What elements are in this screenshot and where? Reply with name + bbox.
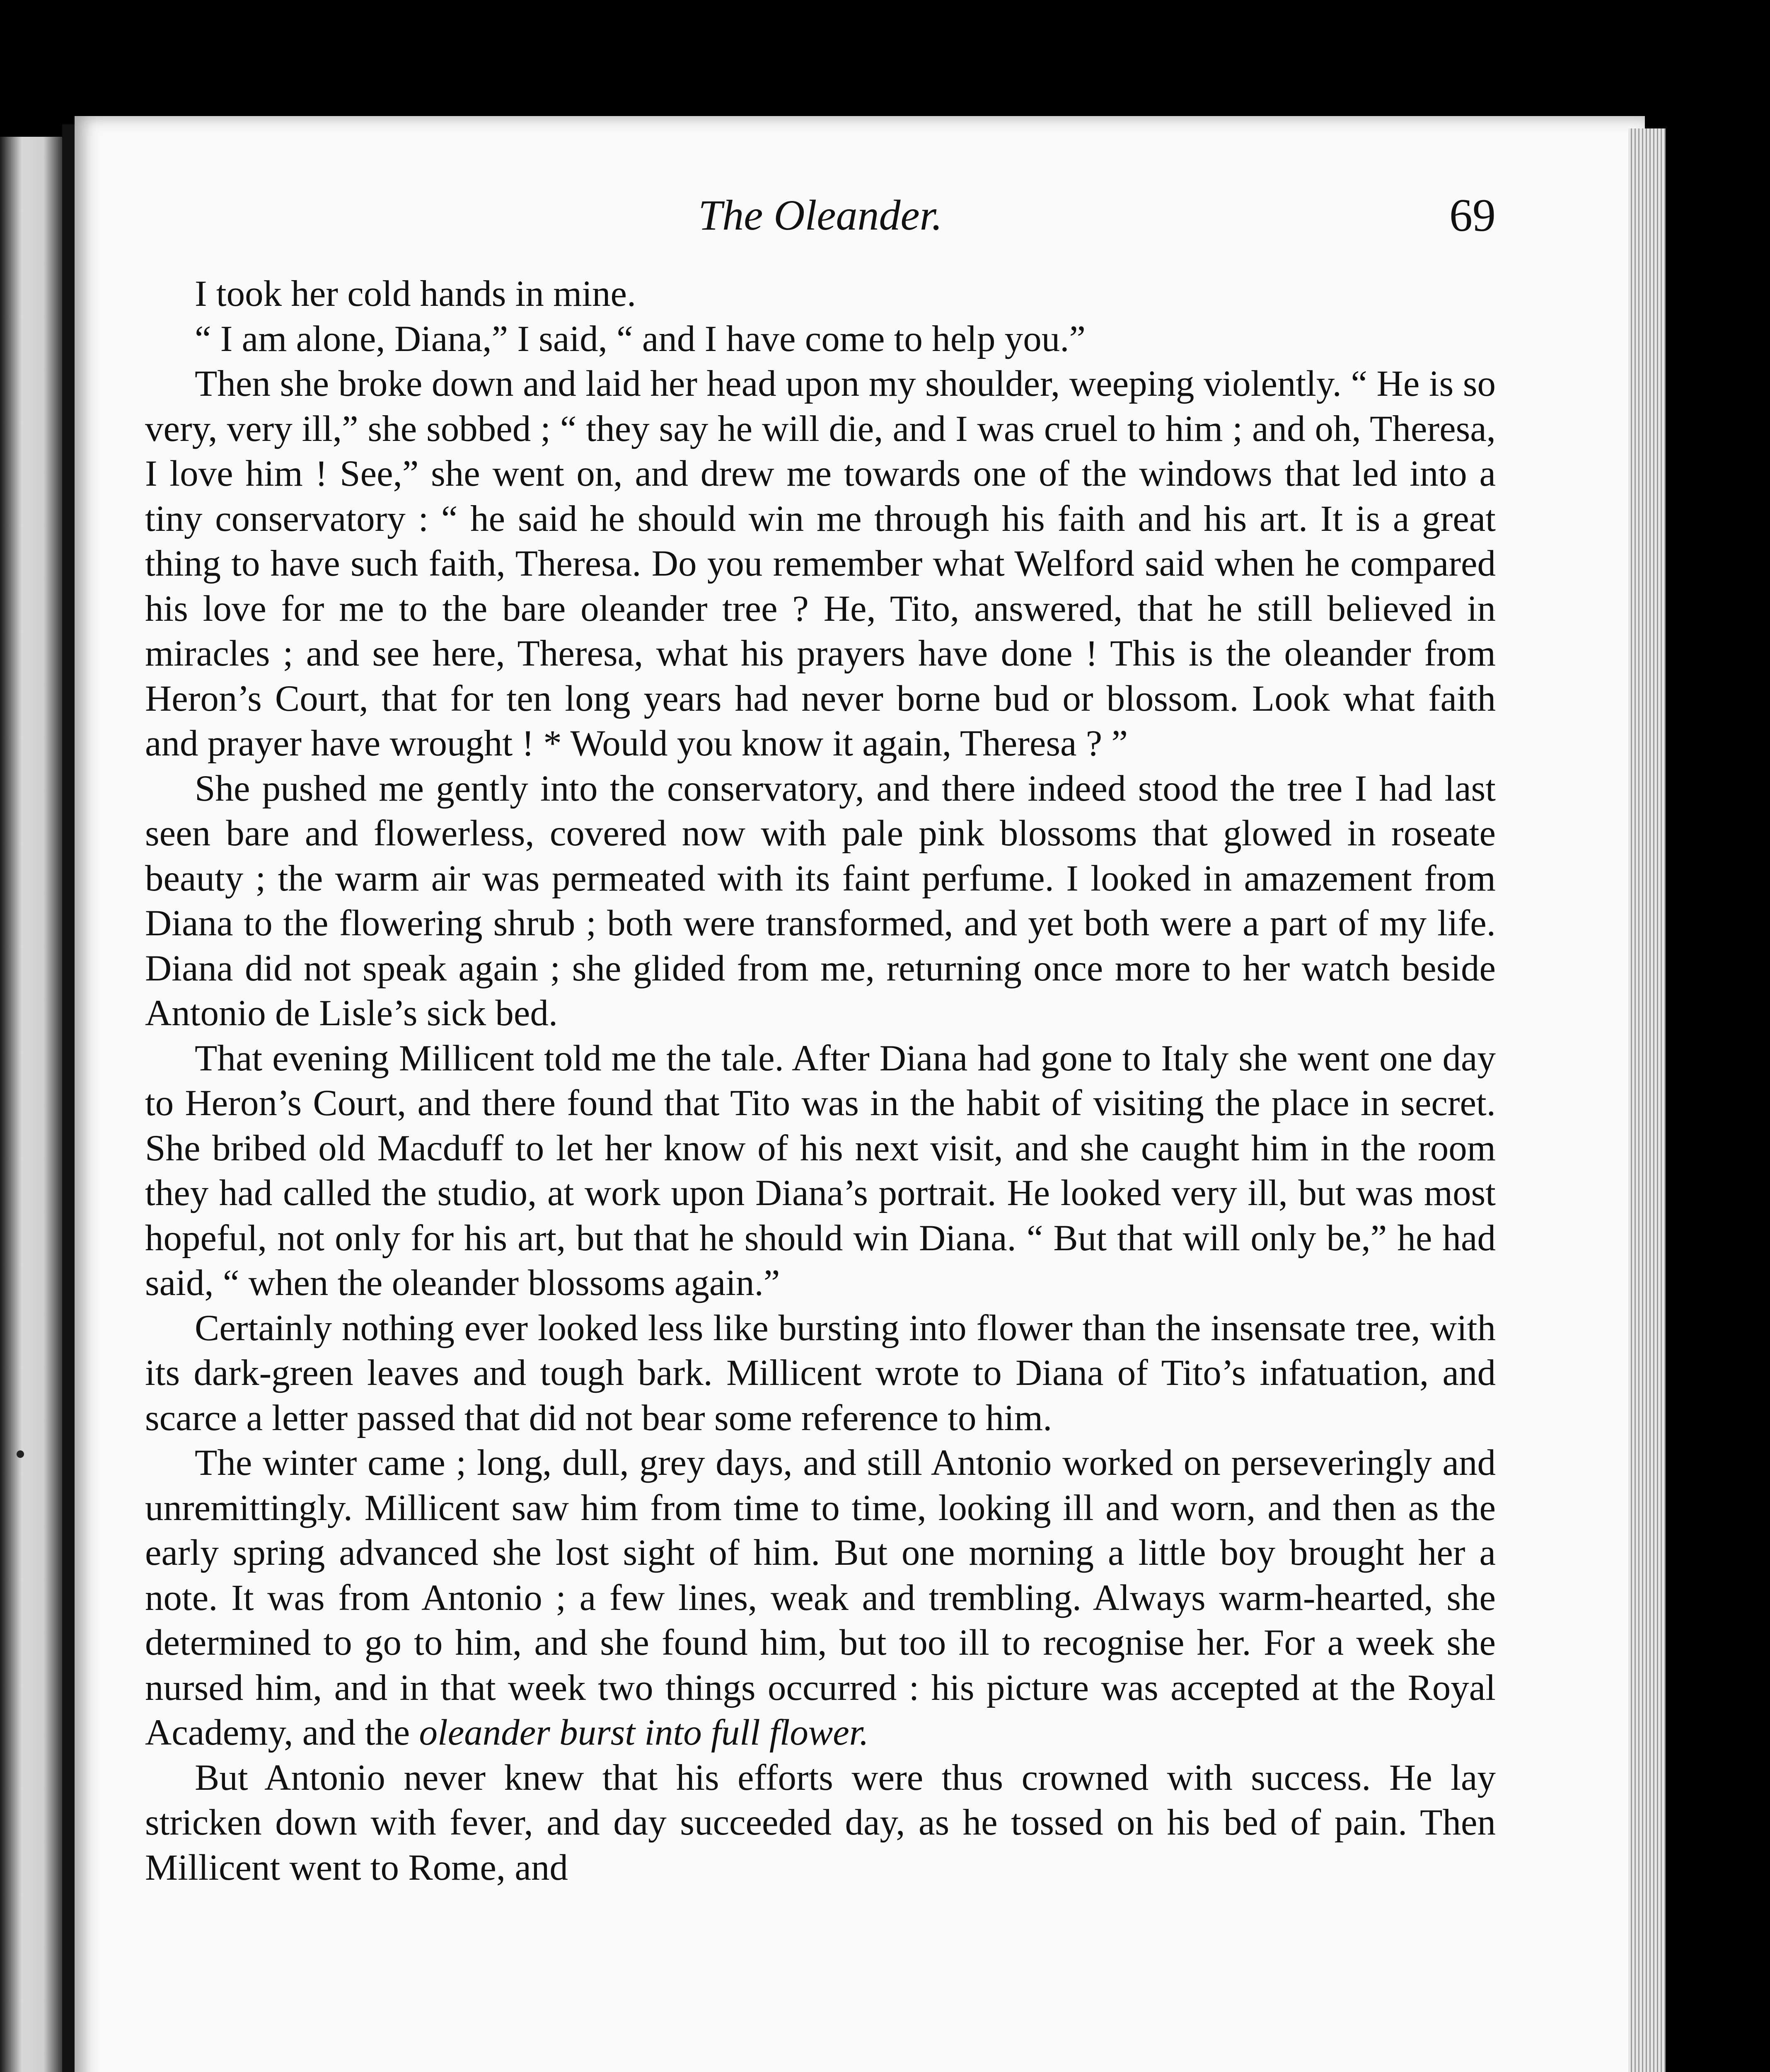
paragraph: She pushed me gently into the conservatory, and there indeed stood the tree I had last seen bare and flowerless, covered now with pale pink blossoms that glowed in roseate beauty ; the warm air was permeated with its faint perfume. I looked in amazement from Diana to the flowering shrub ; both were transformed, and yet both were a part of my life. Diana did not speak again ; she glided from me, returning once more to her watch beside Antonio de Lisle’s sick bed. [145,768,1496,1034]
paragraph: I took her cold hands in mine. [195,274,636,314]
adjacent-page-edge [0,137,62,2072]
paragraph-text: The winter came ; long, dull, grey days, and still Antonio worked on perseveringly and unremittingly. Millicent saw him from time to time, looking ill and worn, and then as the early spring advanced she lost sight of him. But one morning a little boy brought her a note. It was from Antonio ; a few lines, weak and trembling. Always warm-hearted, she determined to go to him, and she found him, but too ill to recognise her. For a week she nursed him, and in that week two things occurred : his picture was accepted at the Royal Academy, and the [145,1443,1496,1753]
paragraph: That evening Millicent told me the tale. After Diana had gone to Italy she went one day to Heron’s Court, and there found that Tito was in the habit of visiting the place in secret. She bribed old Macduff to let her know of his next visit, and she caught him in the room they had called the studio, at work upon Diana’s portrait. He looked very ill, but was most hopeful, not only for his art, but that he should win Diana. “ But that will only be,” he had said, “ when the oleander blossoms again.” [145,1038,1496,1303]
scan-speck [17,1450,24,1458]
page-header [145,178,1496,253]
italic-phrase: oleander burst into full flower. [419,1712,869,1753]
body-text [145,271,1496,1890]
binding-shadow [62,124,75,2072]
paragraph-with-italic [145,1440,1496,1755]
page-number: 69 [1449,190,1496,241]
page-stack-edges [1628,128,1666,2072]
paragraph: “ I am alone, Diana,” I said, “ and I have come to help you.” [195,318,1086,359]
paragraph: Then she broke down and laid her head upon my shoulder, weeping violently. “ He is so very, very ill,” she sobbed ; “ they say he will die, and I was cruel to him ; and oh, Theresa, I love him ! See,” she went on, and drew me towards one of the windows that led into a tiny conservatory : “ he said he should win me through his faith and his art. It is a great thing to have such faith, Theresa. Do you remember what Welford said when he compared his love for me to the bare oleander tree ? He, Tito, answered, that he still believed in miracles ; and see here, Theresa, what his prayers have done ! This is the oleander from Heron’s Court, that for ten long years had never borne bud or blossom. Look what faith and prayer have wrought ! * Would you know it again, Theresa ? ” [145,363,1496,764]
running-title: The Oleander. [698,191,943,239]
paragraph: Certainly nothing ever looked less like bursting into flower than the insensate tree, with its dark-green leaves and tough bark. Millicent wrote to Diana of Tito’s infatuation, and scarce a letter passed that did not bear some reference to him. [145,1307,1496,1438]
paragraph: But Antonio never knew that his efforts were thus crowned with success. He lay stricken down with fever, and day succeeded day, as he tossed on his bed of pain. Then Millicent went to Rome, and [145,1757,1496,1888]
